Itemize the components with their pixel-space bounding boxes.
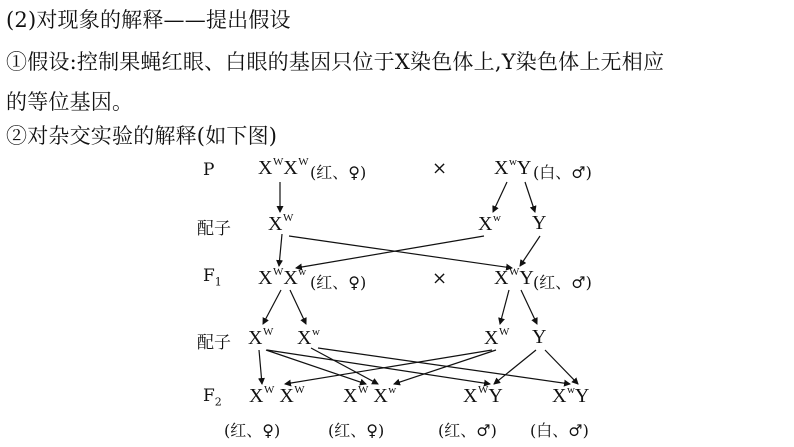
p-gamete-y: Y (532, 212, 547, 234)
p-male-phenotype: (白、♂) (533, 163, 592, 182)
f1-male-phenotype: (红、♂) (533, 273, 592, 292)
hypothesis-text-cont: 的等位基因。 (6, 90, 134, 114)
p-label: P (203, 160, 215, 180)
hypothesis-text: ①假设:控制果蝇红眼、白眼的基因只位于X染色体上,Y染色体上无相应 (6, 50, 665, 74)
gamete-label-2: 配子 (197, 333, 231, 353)
explanation-heading: ②对杂交实验的解释(如下图) (6, 124, 278, 148)
f2-phenotype-3: (红、♂) (438, 421, 497, 440)
p-female-phenotype: (红、♀) (310, 163, 367, 182)
cross-symbol-f1: × (432, 268, 448, 289)
f1-male-gamete-y: Y (532, 326, 547, 348)
p-gamete-xw-recessive: $X^w$ (478, 212, 501, 235)
cross-symbol-p: × (432, 158, 448, 179)
p-male-genotype: $X^wY$ (494, 156, 532, 179)
section-heading: (2)对现象的解释——提出假设 (6, 8, 291, 32)
f1-male-genotype: $X^WY$ (494, 266, 534, 289)
p-gamete-xw-dominant: $X^W$ (268, 212, 294, 235)
f2-genotype-3: $X^WY$ (463, 384, 503, 407)
gamete-label-1: 配子 (197, 219, 231, 239)
f1-gamete-xw-dominant: $X^W$ (248, 326, 274, 349)
f2-genotype-1: $X^W$ $X^W$ (249, 384, 305, 407)
f1-label: $F_1$ (203, 266, 222, 289)
f1-gamete-xw-recessive: $X^w$ (297, 326, 320, 349)
p-female-genotype: $X^WX^W$ (258, 156, 309, 179)
f2-label: $F_2$ (203, 386, 222, 409)
f2-phenotype-1: (红、♀) (224, 421, 281, 440)
f2-phenotype-4: (白、♂) (530, 421, 589, 440)
f2-genotype-4: $X^wY$ (552, 384, 590, 407)
f2-phenotype-2: (红、♀) (328, 421, 385, 440)
f1-female-phenotype: (红、♀) (310, 273, 367, 292)
f1-male-gamete-xw-dominant: $X^W$ (484, 326, 510, 349)
f1-female-genotype: $X^WX^w$ (258, 266, 307, 289)
f2-genotype-2: $X^W$ $X^w$ (343, 384, 397, 407)
